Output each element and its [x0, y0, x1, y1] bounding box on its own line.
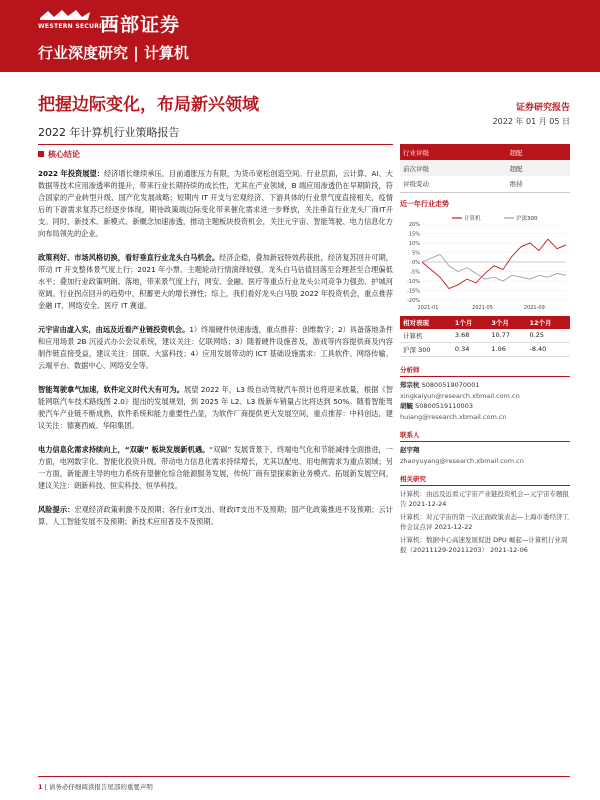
- y-tick-label: 5%: [412, 249, 420, 256]
- paragraph: 电力信息化需求持续向上，“双碳” 板块发展新机遇。“双碳” 发展背景下，终端电气化和节能减排全面推进，一方面，电网数字化、智能化投资升级，带动电力信息化需求持续增长，尤其以配电、用电侧需求为重点领域；另一方面，新能源主导的电力系统有望催化综合能源服务发展，传统厂商有望探索新业务模式、拓展新发展空间，建议关注：朗新科技、恒实科技、恒华科技。: [38, 445, 393, 490]
- bullet-square-icon: [38, 151, 44, 157]
- footer: 1 | 请务必仔细阅读报告尾部的重要声明: [38, 783, 153, 791]
- related-link[interactable]: 计算机：对元宇宙的第一次正面政策表态—上海市委经济工作会议点评 2021-12-22: [400, 512, 569, 531]
- logo: [38, 8, 198, 34]
- table-header-row: 相对表现 1个月 3个月 12个月: [400, 316, 570, 329]
- y-tick-label: 20%: [408, 221, 420, 228]
- related-heading: 相关研究: [400, 474, 570, 486]
- rating-row: 前次评级 超配: [400, 160, 570, 176]
- core-heading: 核心结论: [38, 149, 393, 160]
- core-conclusions: [38, 144, 393, 540]
- y-tick-label: -10%: [407, 278, 420, 285]
- analyst-entry: 郑宗杭 S0800519070001: [400, 380, 480, 389]
- paragraph: 2022 年投资展望：经济增长继续承压，目前通胀压力有限，为货币宽松创造空间。行业层面，云计算、AI、大数据等技术应用渗透率的提升，带来行业长期持续的成长性，尤其在产业领域，B 端应用渗透仍在早期阶段，符合国家的产业转型升级、国产化发展战略；短期内 IT 开支与宏观经济、下游具体的行业景气度直接相关，疫情后的下游需求复苏已经逐步体现，期待政策端边际变化带来催化需求进一步释放，关注垂直行业龙头厂商IT开支。同时，新技术、新模式、新概念加速渗透，推动主题板块投资机会，关注元宇宙、智能驾驶、电力信息化方向布局领先的企业。: [38, 169, 393, 238]
- paragraph: 智能驾驶拿气加速，软件定义时代大有可为。展望 2022 年，L3 级自动驾驶汽车预计也将迎来放量，根据《智能网联汽车技术路线图 2.0》提出的发展规划，到 2025 年 L2、L3 级新车销量占比将达到 50%。随着智能驾驶汽车产业链不断成熟，软件系统和能力重要性凸显，为软件厂商提供更大发展空间，重点推荐：中科创达，建议关注：德赛西威、华阳集团。: [38, 385, 393, 430]
- legend-label: 沪深300: [516, 215, 538, 222]
- footer-divider: [38, 776, 570, 777]
- y-tick-label: -20%: [407, 297, 420, 304]
- report-type: 证券研究报告: [515, 103, 570, 113]
- y-tick-label: 15%: [408, 230, 420, 237]
- table-row: 沪深 300 0.34 1.06 -8.40: [400, 342, 570, 356]
- report-date: 2022 年 01 月 05 日: [492, 117, 570, 126]
- sidebar: [400, 144, 570, 555]
- report-title: 把握边际变化，布局新兴领域: [38, 95, 259, 115]
- rating-row: 评级变动 维持: [400, 176, 570, 192]
- analyst-heading: 分析师: [400, 365, 570, 377]
- contact-name: 赵宇翔: [400, 445, 420, 454]
- report-subtitle: 2022 年计算机行业策略报告: [38, 126, 180, 139]
- divider: [38, 144, 393, 145]
- table-row: 计算机 3.68 10.77 0.25: [400, 329, 570, 343]
- paragraph: 元宇宙由虚入实，由远及近看产业链投资机会。1）终端硬件快速渗透，重点推荐：创维数字；2）具备落地条件和应用场景 2B 沉浸式办公会议系统，建议关注：亿联网络；3）随着硬件设施普及，游戏等内容提供商及内容制作链直接受益，建议关注：国联、大富科技；4）应用发展带动的 ICT 基础设施需求：工具软件、网络传输、云端平台、数据中心、网络安全等。: [38, 325, 393, 370]
- series-line-index: [422, 254, 566, 281]
- header-banner: [0, 0, 600, 72]
- rating-table: [400, 144, 570, 193]
- y-tick-label: -15%: [407, 287, 420, 294]
- contact-email[interactable]: zhaoyuyang@research.xbmail.com.cn: [400, 456, 524, 465]
- trend-chart-svg: [400, 212, 570, 312]
- page-number: 1: [38, 783, 43, 791]
- y-tick-label: -5%: [410, 268, 420, 275]
- trend-heading: 近一年行业走势: [400, 199, 449, 208]
- y-tick-label: 0%: [412, 259, 420, 266]
- logo-icon: [38, 8, 94, 34]
- analyst-section: [400, 365, 570, 555]
- performance-table: [400, 316, 570, 357]
- analyst-entry: 胡毓 S0800519110003: [400, 401, 473, 410]
- x-tick-label: 2021-09: [523, 304, 545, 311]
- logo-cn-text: 西部证券: [100, 14, 181, 36]
- contact-heading: 联系人: [400, 430, 570, 442]
- paragraph: 风险提示：宏观经济政策刺激不及预期；各行业IT支出、财政IT支出不及预期；国产化政策推进不及预期；云计算、人工智能发展不及预期；新技术应用普及不及预期。: [38, 505, 393, 526]
- related-link[interactable]: 计算机：数据中心高速发展促进 DPU 崛起—计算机行业周报（20211129-20211203） 2021-12-06: [400, 535, 568, 554]
- analyst-email[interactable]: xingkaiyun@research.xbmail.com.cn: [400, 391, 520, 400]
- x-tick-label: 2021-05: [472, 304, 493, 311]
- related-link[interactable]: 计算机：由远及近看元宇宙产业链投资机会—元宇宙专题报告 2021-12-24: [400, 489, 569, 508]
- y-tick-label: 10%: [408, 240, 420, 247]
- paragraph: 政策利好、市场风格切换，看好垂直行业龙头白马机会。经济企稳，叠加新冠特效药获批，经济复苏回升可期，带动 IT 开支整体景气度上行；2021 年小票、主题轮动行情演绎较强，龙头白马估值回落至合理甚至合理偏低水平；叠加行业政策明朗、落地，带来景气度上行，网安、金融、医疗等重点行业龙头公司竞争力强劲、护城河宽阔。行业拐点回升的趋势中，积蓄更大的增长弹性；综上，我们看好龙头白马股 2022 年投资机会，重点推荐金融 IT、网络安全、医疗 IT 赛道。: [38, 253, 393, 310]
- footer-disclaimer: 请务必仔细阅读报告尾部的重要声明: [48, 783, 153, 791]
- logo-en-text: WESTERN SECURITIES: [38, 23, 118, 30]
- trend-chart: [400, 212, 570, 312]
- analyst-email[interactable]: huiang@research.xbmail.com.cn: [400, 412, 507, 421]
- x-tick-label: 2021-01: [417, 304, 439, 311]
- rating-row: 行业评级 超配: [400, 144, 570, 160]
- report-category: 行业深度研究 | 计算机: [38, 44, 189, 62]
- legend-label: 计算机: [464, 215, 481, 222]
